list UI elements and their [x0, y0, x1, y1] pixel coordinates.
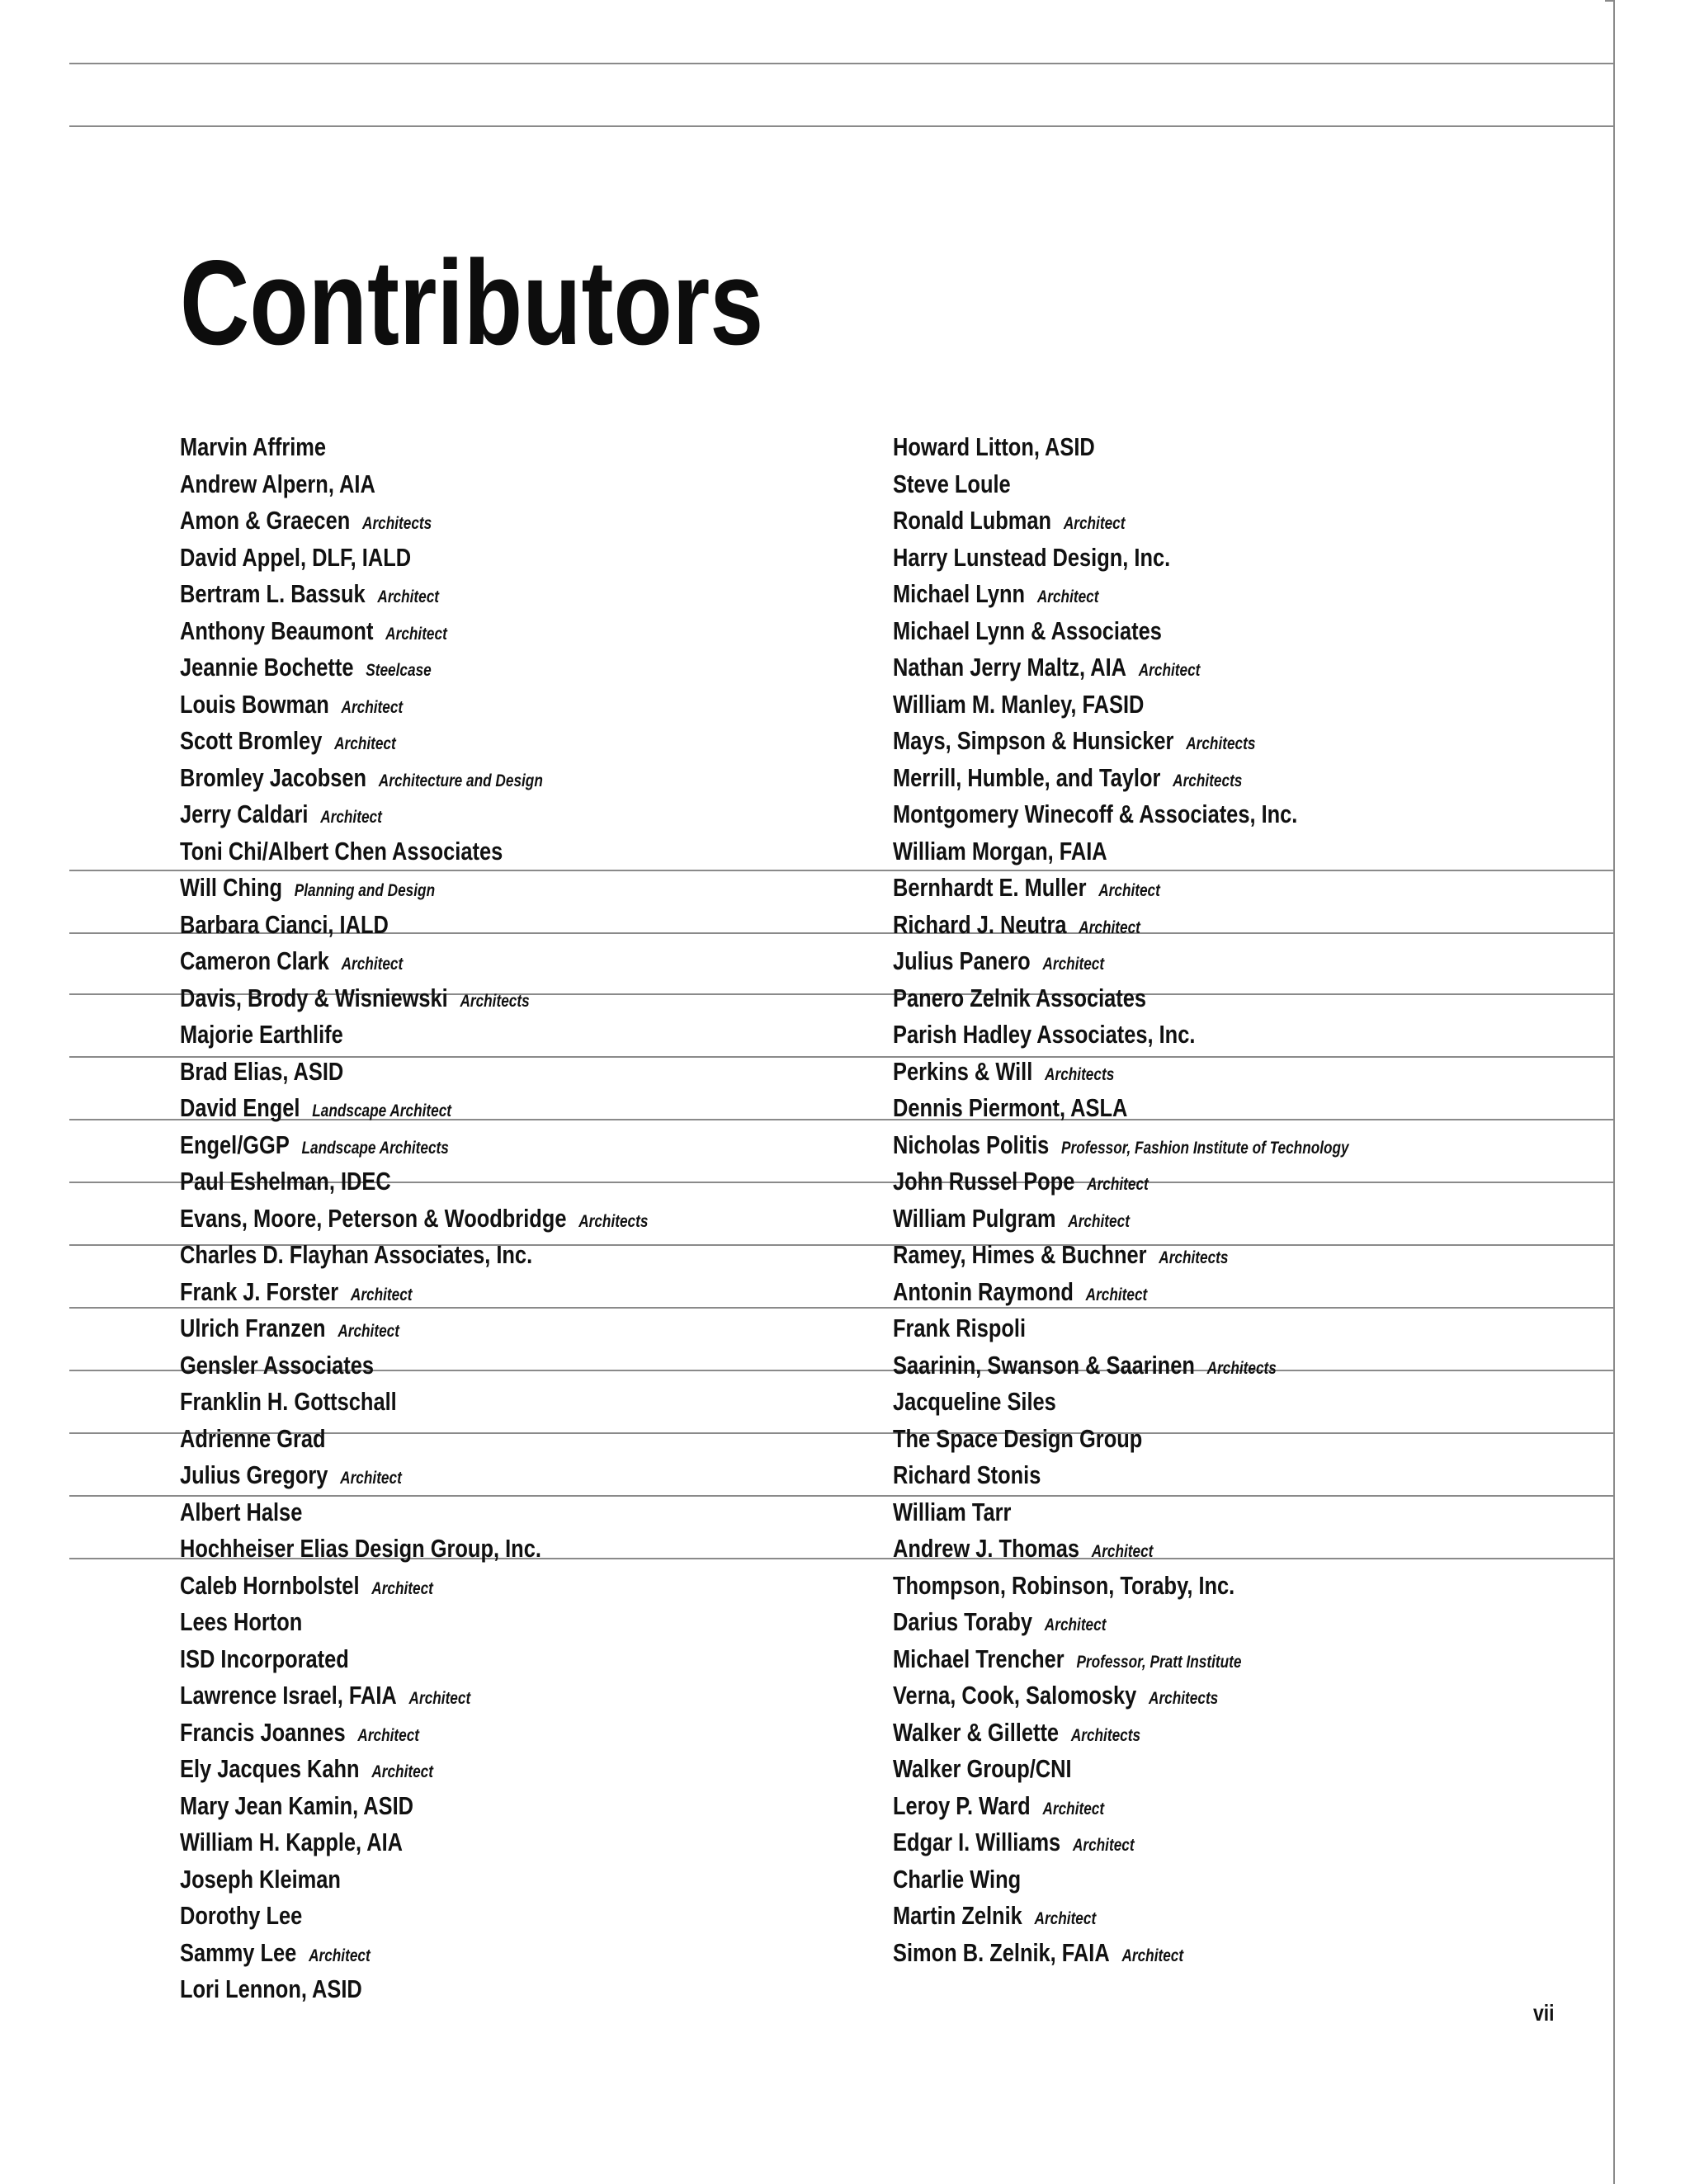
contributor-name: Edgar I. Williams: [893, 1828, 1061, 1856]
contributor-name: Charles D. Flayhan Associates, Inc.: [180, 1240, 533, 1269]
contributor-role: Steelcase: [366, 661, 432, 680]
contributor-role: Architect: [1085, 1285, 1148, 1304]
contributor-name: Paul Eshelman, IDEC: [180, 1167, 391, 1196]
contributors-column-right: [893, 429, 1449, 1971]
contributor-name: Brad Elias, ASID: [180, 1056, 344, 1086]
contributor-name: Charlie Wing: [893, 1864, 1022, 1894]
contributor-role: Architect: [1063, 514, 1126, 533]
contributor-role: Architects: [1186, 734, 1256, 753]
contributor-role: Architect: [338, 1322, 399, 1341]
contributor-name: Bernhardt E. Muller: [893, 873, 1087, 902]
contributor-role: Architect: [350, 1285, 413, 1304]
contributor-name: Joseph Kleiman: [180, 1864, 341, 1894]
contributor-name: Panero Zelnik Associates: [893, 983, 1147, 1012]
contributor-entry: [180, 1788, 648, 1825]
contributor-role: Architect: [1034, 1909, 1097, 1928]
contributor-entry: [180, 1861, 648, 1899]
contributor-entry: [893, 1751, 1349, 1788]
contributor-name: Sammy Lee: [180, 1937, 297, 1967]
contributor-entry: [180, 1457, 648, 1494]
contributor-role: Landscape Architects: [301, 1138, 449, 1158]
contributor-role: Planning and Design: [294, 881, 436, 900]
contributor-entry: [180, 907, 648, 944]
contributor-role: Architect: [1121, 1946, 1184, 1965]
contributor-name: Bromley Jacobsen: [180, 762, 367, 792]
contributor-name: Harry Lunstead Design, Inc.: [893, 542, 1171, 572]
contributor-name: Bertram L. Bassuk: [180, 579, 366, 608]
contributor-entry: [180, 1127, 648, 1164]
contributor-name: Jerry Caldari: [180, 800, 309, 828]
contributor-name: ISD Incorporated: [180, 1644, 349, 1673]
contributor-name: Merrill, Humble, and Taylor: [893, 762, 1161, 792]
contributor-role: Architects: [1206, 1358, 1277, 1378]
contributor-role: Architect: [320, 808, 382, 827]
contributor-role: Architects: [1070, 1725, 1141, 1745]
contributor-name: Louis Bowman: [180, 689, 329, 719]
contributor-entry: [180, 833, 648, 870]
contributor-name: Mary Jean Kamin, ASID: [180, 1790, 414, 1820]
contributor-entry: [893, 796, 1349, 833]
contributor-name: Walker Group/CNI: [893, 1754, 1072, 1783]
contributor-entry: [893, 1715, 1349, 1752]
header-rule-top: [69, 63, 1614, 64]
contributor-name: Julius Gregory: [180, 1460, 328, 1489]
contributor-name: Dorothy Lee: [180, 1901, 303, 1930]
contributor-entry: [893, 1090, 1349, 1127]
contributor-name: Michael Trencher: [893, 1644, 1065, 1673]
contributor-name: Verna, Cook, Salomosky: [893, 1681, 1137, 1710]
contributor-role: Architect: [341, 955, 404, 974]
contributor-name: Richard Stonis: [893, 1460, 1041, 1489]
contributor-entry: [180, 1971, 648, 2008]
contributor-entry: [180, 1200, 648, 1238]
contributor-entry: [180, 502, 648, 540]
contributor-role: Professor, Pratt Institute: [1076, 1652, 1242, 1672]
contributor-entry: [180, 1090, 648, 1127]
contributor-entry: [180, 1677, 648, 1715]
contributor-entry: [180, 466, 648, 503]
contributor-entry: [893, 1824, 1349, 1861]
contributor-name: William H. Kapple, AIA: [180, 1828, 404, 1856]
contributor-entry: [893, 429, 1349, 466]
contributor-entry: [893, 1054, 1349, 1091]
contributor-entry: [180, 1715, 648, 1752]
contributor-entry: [893, 870, 1349, 907]
contributor-name: Ely Jacques Kahn: [180, 1754, 360, 1783]
contributor-role: Architect: [1079, 917, 1140, 937]
contributor-name: David Engel: [180, 1093, 300, 1122]
contributor-entry: [180, 576, 648, 613]
contributor-entry: [180, 1163, 648, 1200]
contributor-entry: [893, 1641, 1349, 1678]
contributor-entry: [893, 1677, 1349, 1715]
contributor-entry: [180, 649, 648, 686]
contributor-role: Architect: [1044, 1616, 1107, 1634]
contributor-name: Frank Rispoli: [893, 1314, 1027, 1342]
contributor-name: Andrew Alpern, AIA: [180, 469, 375, 498]
contributor-role: Architect: [1042, 1799, 1105, 1818]
contributor-name: Leroy P. Ward: [893, 1790, 1031, 1820]
contributor-name: The Space Design Group: [893, 1423, 1143, 1453]
contributor-role: Architect: [1087, 1175, 1149, 1194]
contributor-name: William Morgan, FAIA: [893, 836, 1107, 866]
contributor-name: Lori Lennon, ASID: [180, 1974, 362, 2003]
contributor-role: Architects: [1045, 1064, 1115, 1084]
contributor-entry: [180, 613, 648, 650]
contributor-entry: [180, 796, 648, 833]
contributor-entry: [893, 576, 1349, 613]
contributor-entry: [893, 1127, 1349, 1164]
contributor-name: Perkins & Will: [893, 1056, 1033, 1086]
contributor-name: Amon & Graecen: [180, 506, 351, 535]
contributor-name: John Russel Pope: [893, 1167, 1075, 1196]
contributor-role: Architect: [1068, 1211, 1130, 1231]
contributor-name: Gensler Associates: [180, 1350, 375, 1380]
contributor-name: Engel/GGP: [180, 1130, 290, 1159]
contributor-name: Simon B. Zelnik, FAIA: [893, 1937, 1110, 1967]
contributor-name: Majorie Earthlife: [180, 1020, 343, 1049]
contributor-entry: [180, 1751, 648, 1788]
contributor-role: Architect: [1036, 587, 1099, 606]
contributor-entry: [893, 1421, 1349, 1458]
contributor-role: Architect: [1042, 955, 1105, 974]
contributor-role: Architects: [1159, 1248, 1229, 1267]
contributor-role: Architect: [408, 1689, 471, 1708]
contributor-name: Dennis Piermont, ASLA: [893, 1093, 1128, 1122]
contributor-name: Darius Toraby: [893, 1607, 1033, 1636]
contributor-name: Toni Chi/Albert Chen Associates: [180, 836, 503, 866]
page-number: vii: [1533, 2000, 1555, 2026]
contributor-role: Architects: [362, 514, 432, 533]
contributor-name: Saarinin, Swanson & Saarinen: [893, 1350, 1195, 1380]
contributor-name: Howard Litton, ASID: [893, 432, 1095, 461]
contributor-entry: [180, 760, 648, 797]
contributor-name: David Appel, DLF, IALD: [180, 542, 412, 572]
contributor-name: Caleb Hornbolstel: [180, 1570, 360, 1600]
contributor-name: William Pulgram: [893, 1203, 1056, 1233]
contributor-entry: [180, 943, 648, 980]
contributor-entry: [893, 1861, 1349, 1899]
contributor-name: Frank J. Forster: [180, 1276, 339, 1306]
contributor-entry: [180, 1824, 648, 1861]
contributor-entry: [893, 1200, 1349, 1238]
contributor-entry: [893, 760, 1349, 797]
contributor-role: Architecture and Design: [378, 771, 543, 790]
contributor-entry: [180, 1310, 648, 1347]
contributor-role: Architect: [1098, 881, 1160, 900]
contributor-entry: [180, 1054, 648, 1091]
contributor-role: Architect: [371, 1578, 433, 1598]
contributor-entry: [180, 1641, 648, 1678]
contributor-name: Barbara Cianci, IALD: [180, 909, 389, 939]
contributor-name: Michael Lynn & Associates: [893, 616, 1162, 645]
contributor-entry: [893, 943, 1349, 980]
contributor-name: Julius Panero: [893, 946, 1031, 975]
contributor-entry: [893, 686, 1349, 724]
contributor-name: Albert Halse: [180, 1497, 303, 1526]
contributor-entry: [893, 540, 1349, 577]
contributor-name: Ronald Lubman: [893, 506, 1052, 535]
contributor-entry: [893, 833, 1349, 870]
contributor-name: Nathan Jerry Maltz, AIA: [893, 653, 1126, 682]
contributor-role: Architect: [334, 734, 396, 753]
contributor-entry: [180, 540, 648, 577]
contributor-role: Architect: [1072, 1836, 1135, 1855]
contributor-entry: [180, 1347, 648, 1384]
contributor-name: Walker & Gillette: [893, 1717, 1060, 1747]
contributor-name: Francis Joannes: [180, 1717, 346, 1747]
contributor-entry: [893, 466, 1349, 503]
contributor-entry: [893, 907, 1349, 944]
contributor-role: Professor, Fashion Institute of Technology: [1061, 1138, 1349, 1158]
contributor-role: Architect: [357, 1725, 420, 1745]
page-edge-rule: [1613, 0, 1615, 2184]
contributor-role: Architects: [1173, 771, 1243, 790]
contributor-name: Will Ching: [180, 873, 283, 902]
contributor-entry: [180, 1568, 648, 1605]
contributor-entry: [180, 1274, 648, 1311]
contributor-role: Architects: [578, 1211, 649, 1231]
contributor-entry: [180, 1898, 648, 1935]
contributor-name: Parish Hadley Associates, Inc.: [893, 1020, 1196, 1049]
contributor-entry: [893, 1457, 1349, 1494]
contributor-entry: [893, 1604, 1349, 1641]
contributor-role: Architect: [371, 1762, 433, 1781]
contributor-role: Architect: [377, 587, 440, 606]
contributor-name: Ramey, Himes & Buchner: [893, 1240, 1147, 1269]
contributor-name: Hochheiser Elias Design Group, Inc.: [180, 1534, 541, 1563]
contributor-entry: [180, 1604, 648, 1641]
contributor-role: Architect: [340, 1469, 402, 1488]
contributor-name: Marvin Affrime: [180, 432, 327, 461]
contributor-entry: [893, 502, 1349, 540]
contributor-role: Architect: [309, 1946, 371, 1965]
contributor-name: Lees Horton: [180, 1607, 303, 1636]
contributor-entry: [180, 980, 648, 1017]
contributor-entry: [180, 723, 648, 760]
contributor-role: Architect: [1091, 1542, 1154, 1561]
contributor-entry: [180, 686, 648, 724]
contributor-name: William M. Manley, FASID: [893, 689, 1145, 719]
contributor-role: Architects: [1149, 1689, 1219, 1708]
contributor-name: Thompson, Robinson, Toraby, Inc.: [893, 1570, 1235, 1600]
contributor-entry: [893, 1017, 1349, 1054]
contributor-name: Cameron Clark: [180, 946, 329, 975]
contributor-name: Anthony Beaumont: [180, 616, 374, 645]
contributor-name: Franklin H. Gottschall: [180, 1387, 397, 1416]
contributor-entry: [893, 723, 1349, 760]
contributor-name: Richard J. Neutra: [893, 909, 1067, 939]
contributor-entry: [180, 1935, 648, 1972]
contributor-name: Montgomery Winecoff & Associates, Inc.: [893, 800, 1298, 828]
contributor-entry: [893, 1788, 1349, 1825]
contributor-entry: [893, 1531, 1349, 1568]
contributor-entry: [893, 1347, 1349, 1384]
contributor-entry: [180, 1237, 648, 1274]
contributor-name: Antonin Raymond: [893, 1276, 1074, 1306]
contributor-name: Jacqueline Siles: [893, 1387, 1056, 1416]
page-title: Contributors: [180, 235, 764, 370]
contributor-name: Scott Bromley: [180, 726, 323, 755]
contributor-entry: [893, 1494, 1349, 1531]
contributor-entry: [893, 980, 1349, 1017]
contributor-name: Steve Loule: [893, 469, 1011, 498]
contributor-name: Nicholas Politis: [893, 1130, 1050, 1159]
contributor-entry: [893, 1898, 1349, 1935]
contributor-name: Jeannie Bochette: [180, 653, 354, 682]
contributor-name: Mays, Simpson & Hunsicker: [893, 726, 1174, 755]
contributor-entry: [893, 1237, 1349, 1274]
contributor-name: Ulrich Franzen: [180, 1314, 326, 1342]
contributor-role: Architects: [460, 991, 530, 1011]
contributor-entry: [893, 1935, 1349, 1972]
header-rule-bottom: [69, 125, 1614, 127]
contributor-entry: [893, 1310, 1349, 1347]
contributor-role: Architect: [1138, 661, 1201, 680]
contributor-entry: [180, 1494, 648, 1531]
contributor-entry: [893, 613, 1349, 650]
contributor-entry: [180, 1531, 648, 1568]
contributor-entry: [893, 1274, 1349, 1311]
contributor-entry: [893, 649, 1349, 686]
contributor-role: Architect: [385, 624, 447, 644]
contributor-name: Evans, Moore, Peterson & Woodbridge: [180, 1203, 567, 1233]
contributor-entry: [180, 1421, 648, 1458]
contributor-name: Martin Zelnik: [893, 1901, 1022, 1930]
contributors-column-left: [180, 429, 751, 2008]
contributor-entry: [180, 1017, 648, 1054]
contributor-name: Davis, Brody & Wisniewski: [180, 983, 448, 1012]
contributor-role: Landscape Architect: [312, 1101, 452, 1120]
contributor-name: Lawrence Israel, FAIA: [180, 1681, 397, 1710]
contributor-entry: [893, 1384, 1349, 1421]
contributor-role: Architect: [341, 697, 404, 717]
contributor-entry: [180, 1384, 648, 1421]
contributor-name: Adrienne Grad: [180, 1423, 326, 1453]
contributor-entry: [180, 870, 648, 907]
contributor-entry: [893, 1163, 1349, 1200]
contributor-entry: [893, 1568, 1349, 1605]
contributor-name: William Tarr: [893, 1497, 1012, 1526]
contributor-name: Andrew J. Thomas: [893, 1534, 1079, 1563]
contributor-entry: [180, 429, 648, 466]
contributor-name: Michael Lynn: [893, 579, 1026, 608]
